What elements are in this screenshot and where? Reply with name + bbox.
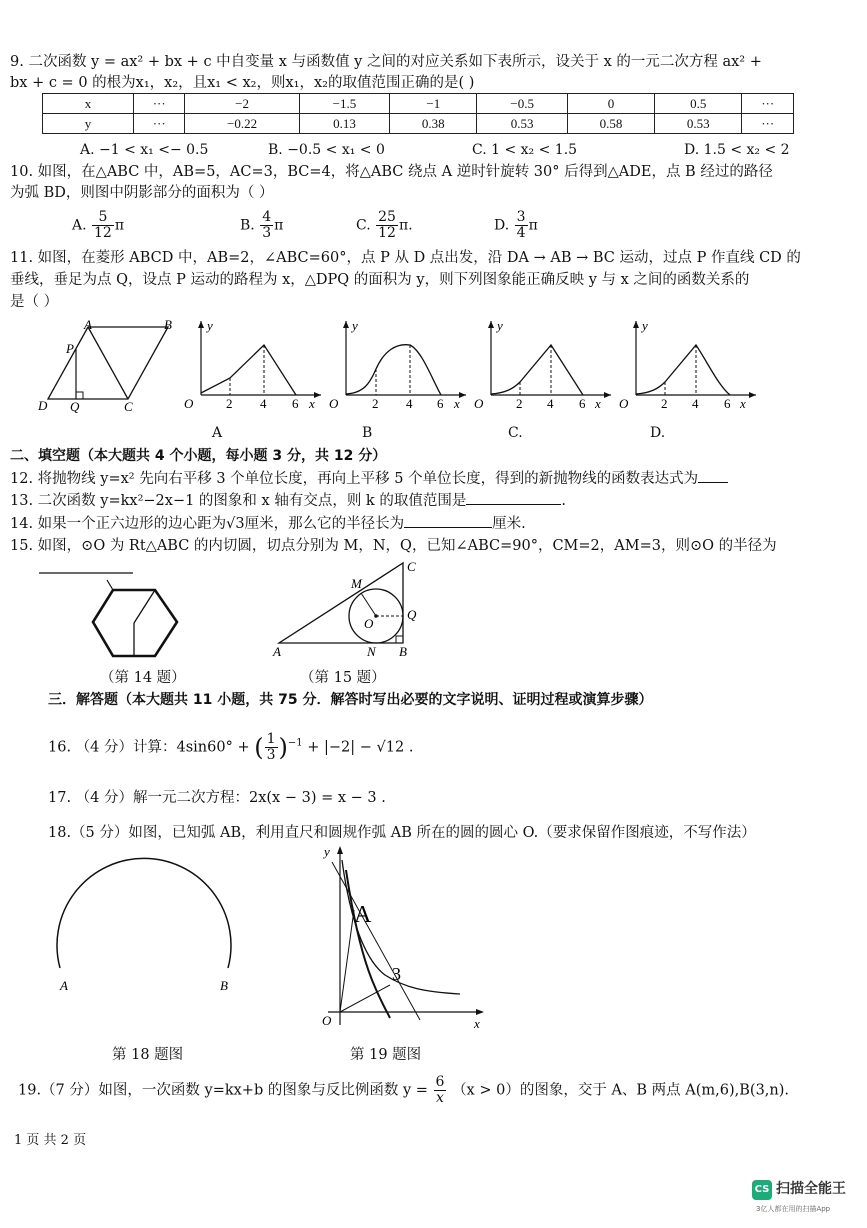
- table-cell: 0.13: [299, 114, 389, 134]
- svg-text:M: M: [351, 576, 362, 591]
- rhombus-label-q: Q: [70, 399, 80, 414]
- table-cell: 0.53: [477, 114, 567, 134]
- svg-text:x: x: [474, 1016, 480, 1030]
- q11-graph-a: [175, 315, 325, 415]
- svg-text:6: 6: [292, 396, 299, 411]
- svg-text:4: 4: [692, 396, 699, 411]
- q14: 14. 如果一个正六边形的边心距为√3厘米，那么它的半径长为 厘米.: [10, 513, 526, 534]
- svg-text:O: O: [184, 396, 194, 411]
- svg-text:O: O: [364, 616, 374, 631]
- table-cell: 0.38: [390, 114, 477, 134]
- svg-text:6: 6: [437, 396, 444, 411]
- fig15-caption: （第 15 题）: [300, 670, 386, 686]
- q15: 15. 如图，⊙O 为 Rt△ABC 的内切圆，切点分别为 M，N，Q，已知∠ABC=90°，CM=2，AM=3，则⊙O 的半径为: [10, 538, 777, 554]
- scanner-tagline: 3亿人都在用的扫描App: [756, 1205, 831, 1213]
- page-footer: 1 页 共 2 页: [14, 1133, 87, 1148]
- q9-line2: bx + c = 0 的根为x₁，x₂，且x₁ < x₂，则x₁，x₂的取值范围正确的是( ): [10, 75, 475, 91]
- q10-line1: 10. 如图，在△ABC 中，AB=5，AC=3，BC=4，将△ABC 绕点 A 逆时针旋转 30° 后得到△ADE，点 B 经过的路径: [10, 164, 773, 180]
- q10-option-b: B. $\frac{4}{3}$ π: [240, 209, 284, 241]
- scanner-logo-icon: CS: [752, 1180, 772, 1200]
- table-cell: ···: [134, 114, 185, 134]
- q11-graph-c: [465, 315, 615, 415]
- svg-text:O: O: [329, 396, 339, 411]
- table-row: [43, 114, 794, 134]
- q10-option-d: D. $\frac{3}{4}$ π: [494, 209, 538, 241]
- q19: 19.（7 分）如图，一次函数 y=kx+b 的图象与反比例函数 y = $\frac{6}{x}$ （x > 0）的图象，交于 A、B 两点 A(m,6),B(3,n).: [18, 1074, 790, 1106]
- q11-graph-label-d: D.: [650, 425, 666, 441]
- table-cell: −1.5: [299, 94, 389, 114]
- svg-text:6: 6: [724, 396, 731, 411]
- q9-value-table: [42, 93, 794, 134]
- table-cell: ···: [742, 94, 794, 114]
- svg-text:A: A: [273, 644, 281, 659]
- q14-answer-blank[interactable]: [404, 513, 492, 528]
- svg-text:6: 6: [579, 396, 586, 411]
- table-cell: −0.5: [477, 94, 567, 114]
- q10-option-a: A. $\frac{5}{12}$ π: [72, 209, 125, 241]
- rhombus-label-b: B: [164, 317, 172, 332]
- table-cell: −2: [185, 94, 299, 114]
- svg-text:4: 4: [406, 396, 413, 411]
- q9-option-a: A. −1 < x₁ <− 0.5: [80, 142, 209, 158]
- svg-text:x: x: [595, 396, 601, 411]
- q11-graph-b: [320, 315, 470, 415]
- svg-text:4: 4: [547, 396, 554, 411]
- table-cell: 0: [567, 94, 654, 114]
- section-2-heading: 二、填空题（本大题共 4 个小题，每小题 3 分，共 12 分）: [10, 448, 387, 464]
- svg-text:y: y: [497, 318, 503, 333]
- svg-text:x: x: [454, 396, 460, 411]
- q9-option-b: B. −0.5 < x₁ < 0: [268, 142, 385, 158]
- svg-text:A: A: [60, 978, 68, 993]
- rhombus-label-p: P: [66, 341, 74, 356]
- fig14-caption: （第 14 题）: [100, 670, 186, 686]
- rhombus-label-a: A: [84, 317, 92, 332]
- svg-text:A: A: [354, 902, 372, 928]
- q11-graph-label-b: B: [362, 425, 373, 441]
- svg-text:2: 2: [661, 396, 668, 411]
- q17: 17. （4 分）解一元二次方程：2x(x − 3) = x − 3 .: [48, 790, 386, 806]
- q11-graph-d: [610, 315, 760, 415]
- table-cell: 0.5: [655, 94, 742, 114]
- rhombus-label-c: C: [124, 399, 133, 414]
- q18: 18.（5 分）如图，已知弧 AB，利用直尺和圆规作弧 AB 所在的圆的圆心 O.（要求保留作图痕迹，不写作法）: [48, 825, 756, 841]
- q13-answer-blank[interactable]: [466, 490, 561, 505]
- svg-text:x: x: [309, 396, 315, 411]
- q11-graph-label-a: A: [212, 425, 223, 441]
- svg-text:O: O: [474, 396, 484, 411]
- svg-text:3: 3: [392, 964, 401, 984]
- table-cell: ···: [742, 114, 794, 134]
- q11-line2: 垂线，垂足为点 Q，设点 P 运动的路程为 x，△DPQ 的面积为 y，则下列图象能正确反映 y 与 x 之间的函数关系的: [10, 272, 750, 288]
- rhombus-label-d: D: [38, 398, 48, 413]
- svg-text:O: O: [322, 1013, 332, 1028]
- table-cell: −1: [390, 94, 477, 114]
- fig18-caption: 第 18 题图: [112, 1047, 184, 1063]
- q9-option-c: C. 1 < x₂ < 1.5: [472, 142, 578, 158]
- table-cell: 0.58: [567, 114, 654, 134]
- table-cell: y: [43, 114, 134, 134]
- svg-text:O: O: [619, 396, 629, 411]
- svg-text:y: y: [642, 318, 648, 333]
- q16: 16. （4 分）计算：4sin60° + ( $\frac{1}{3}$ )$^{-1}$ + |−2| − √12 .: [48, 731, 414, 763]
- fig18-arc: [45, 850, 255, 1000]
- table-cell: −0.22: [185, 114, 299, 134]
- svg-text:2: 2: [226, 396, 233, 411]
- fig19-caption: 第 19 题图: [350, 1047, 422, 1063]
- svg-text:y: y: [207, 318, 213, 333]
- svg-text:y: y: [352, 318, 358, 333]
- q9-line1: 9. 二次函数 y = ax² + bx + c 中自变量 x 与函数值 y 之间的对应关系如下表所示，设关于 x 的一元二次方程 ax² +: [10, 54, 762, 70]
- scanner-brand: 扫描全能王: [776, 1181, 846, 1197]
- section-3-heading: 三．解答题（本大题共 11 小题，共 75 分．解答时写出必要的文字说明、证明过程或演算步骤）: [48, 692, 653, 708]
- q11-line1: 11. 如图，在菱形 ABCD 中，AB=2，∠ABC=60°，点 P 从 D 点出发，沿 DA → AB → BC 运动，过点 P 作直线 CD 的: [10, 250, 801, 266]
- svg-text:2: 2: [372, 396, 379, 411]
- table-row: [43, 94, 794, 114]
- svg-text:B: B: [399, 644, 407, 659]
- svg-text:x: x: [740, 396, 746, 411]
- q12-answer-blank[interactable]: [698, 468, 728, 483]
- q9-option-d: D. 1.5 < x₂ < 2: [684, 142, 790, 158]
- fig14-hexagon: [35, 560, 195, 670]
- svg-text:Q: Q: [407, 607, 417, 622]
- q11-line3: 是（ ）: [10, 294, 59, 310]
- q10-option-c: C. $\frac{25}{12}$ π.: [356, 209, 413, 241]
- fig19-graph: [310, 840, 490, 1030]
- svg-text:C: C: [407, 559, 416, 574]
- table-cell: ···: [134, 94, 185, 114]
- q11-rhombus-figure: [30, 315, 180, 415]
- svg-text:4: 4: [260, 396, 267, 411]
- q11-graph-label-c: C.: [508, 425, 523, 441]
- svg-text:2: 2: [516, 396, 523, 411]
- table-cell: 0.53: [655, 114, 742, 134]
- q10-line2: 为弧 BD，则图中阴影部分的面积为（ ）: [10, 185, 274, 201]
- q12: 12. 将抛物线 y=x² 先向右平移 3 个单位长度，再向上平移 5 个单位长度，得到的新抛物线的函数表达式为: [10, 468, 728, 489]
- svg-text:N: N: [367, 644, 376, 659]
- q13: 13. 二次函数 y=kx²−2x−1 的图象和 x 轴有交点，则 k 的取值范围是 .: [10, 490, 566, 511]
- fig15-incircle: [265, 555, 425, 663]
- table-cell: x: [43, 94, 134, 114]
- svg-text:y: y: [324, 844, 330, 859]
- svg-text:B: B: [220, 978, 228, 993]
